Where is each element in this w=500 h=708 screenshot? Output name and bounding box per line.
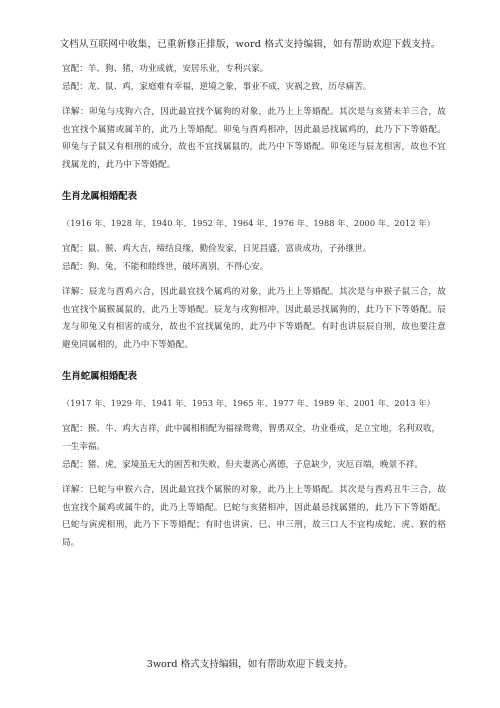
document-body bbox=[62, 60, 446, 552]
snake-avoid-line: 忌配：猪、虎，家境虽无大的困苦和失败，但夫妻离心离德，子息缺少，灾厄百端，晚景不祥。 bbox=[62, 460, 423, 470]
snake-section-title: 生肖蛇属相婚配表 bbox=[62, 371, 138, 382]
snake-years-line: （1917 年、1929 年、1941 年、1953 年、1965 年、1977 年、1989 年、2001 年、2013 年） bbox=[62, 398, 435, 408]
rabbit-suitable-line: 宜配：羊、狗、猪，功业成就，安居乐业，专利兴家。 bbox=[62, 64, 269, 74]
page-header: 文档从互联网中收集，已重新修正排版，word 格式支持编辑，如有帮助欢迎下载支持。 bbox=[59, 39, 441, 50]
dragon-suitable-line: 宜配：鼠、猴、鸡大吉，缔结良缘，勤俭发家，日见昌盛，富贵成功，子孙继世。 bbox=[62, 244, 372, 254]
snake-detail-paragraph: 详解：巳蛇与申猴六合，因此最宜找个属猴的对象，此乃上上等婚配。其次是与酉鸡丑牛三合，故也宜找个属鸡或属牛的，此乃上等婚配。巳蛇与亥猪相冲，因此最忌找属猪的，此乃下下等婚配。巳蛇与寅虎相刑，此乃下下等婚配；有时也讲寅、巳、申三刑，故三口人不宜构成蛇、虎、猴的格局。 bbox=[62, 485, 446, 548]
rabbit-avoid-line: 忌配：龙、鼠、鸡，家庭难有幸福，逆境之象，事业不成，灾祸之致，历尽痛苦。 bbox=[62, 82, 372, 92]
dragon-years-line: （1916 年、1928 年、1940 年、1952 年、1964 年、1976 年、1988 年、2000 年、2012 年） bbox=[62, 218, 435, 228]
rabbit-detail-paragraph: 详解：卯兔与戌狗六合，因此最宜找个属狗的对象，此乃上上等婚配。其次是与亥猪未羊三合，故也宜找个属猪或属羊的，此乃上等婚配。卯兔与酉鸡相冲，因此最忌找属鸡的，此乃下下等婚配。卯兔与子鼠又有相刑的成分，故也不宜找属鼠的，此乃中下等婚配。卯兔还与辰龙相害，故也不宜找属龙的，此乃中下等婚配。 bbox=[62, 107, 446, 170]
dragon-avoid-line: 忌配：狗、兔，不能和睦终世，破坏离别，不得心安。 bbox=[62, 262, 269, 272]
dragon-section-title: 生肖龙属相婚配表 bbox=[62, 191, 138, 202]
dragon-detail-paragraph: 详解：辰龙与酉鸡六合，因此最宜找个属鸡的对象，此乃上上等婚配。其次是与申猴子鼠三合，故也宜找个属猴属鼠的，此乃上等婚配。辰龙与戌狗相冲，因此最忌找属狗的，此乃下下等婚配。辰龙与卯兔又有相害的成分，故也不宜找属兔的，此乃中下等婚配。有时也讲辰辰自刑，故也要注意避免同属相的，此乃中下等婚配。 bbox=[62, 287, 446, 350]
page-footer: 3word 格式支持编辑，如有帮助欢迎下载支持。 bbox=[146, 659, 354, 670]
snake-suitable-line: 宜配：猴、牛、鸡大吉祥，此中属相相配为福禄鸳鸯，智勇双全，功业垂成，足立宝地，名利双收，一生幸福。 bbox=[62, 424, 441, 452]
